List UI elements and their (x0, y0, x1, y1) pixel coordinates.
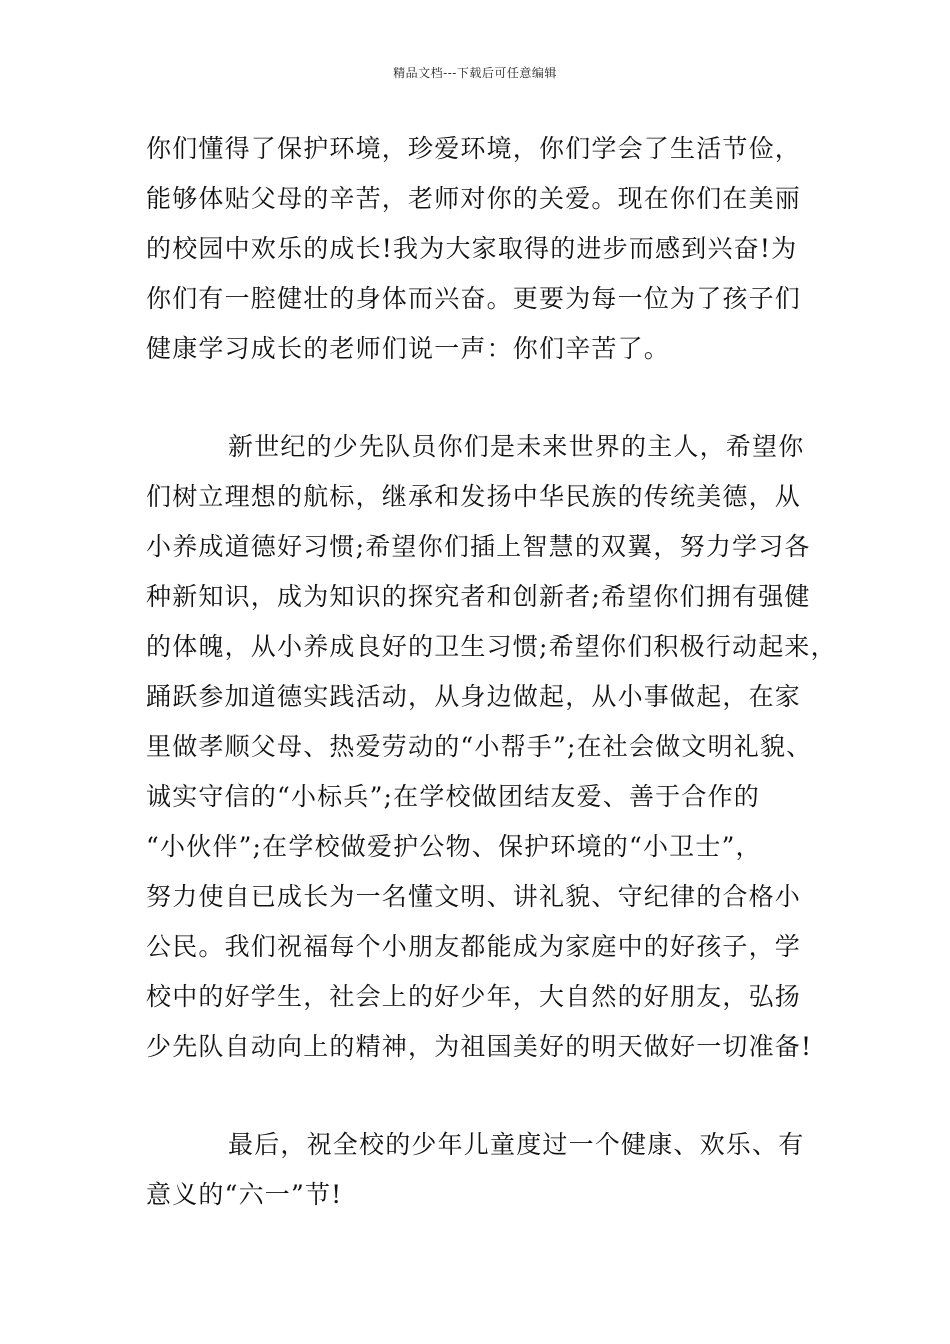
p3-line-1: 最后，祝全校的少年儿童度过一个健康、欢乐、有 (228, 1130, 805, 1159)
p2-line-1: 新世纪的少先队员你们是未来世界的主人，希望你 (228, 432, 805, 461)
p1-line-1: 你们懂得了保护环境，珍爱环境，你们学会了生活节俭， (146, 134, 802, 163)
p1-line-2: 能够体贴父母的辛苦，老师对你的关爱。现在你们在美丽 (146, 184, 802, 213)
p1-line-4: 你们有一腔健壮的身体而兴奋。更要为每一位为了孩子们 (146, 284, 802, 313)
p2-line-11: 公民。我们祝福每个小朋友都能成为家庭中的好孩子，学 (146, 932, 802, 961)
p2-line-3: 小养成道德好习惯;希望你们插上智慧的双翼，努力学习各 (146, 532, 811, 561)
p1-line-3: 的校园中欢乐的成长!我为大家取得的进步而感到兴奋!为 (146, 234, 798, 263)
page-header: 精品文档---下载后可任意编辑 (393, 66, 557, 80)
p2-line-8: 诚实守信的“小标兵”;在学校做团结友爱、善于合作的 (146, 782, 760, 811)
p2-line-12: 校中的好学生，社会上的好少年，大自然的好朋友，弘扬 (146, 982, 802, 1011)
p3-line-2: 意义的“六一”节! (146, 1180, 343, 1209)
p2-line-9: “小伙伴”;在学校做爱护公物、保护环境的“小卫士”， (146, 832, 762, 861)
p1-line-5: 健康学习成长的老师们说一声：你们辛苦了。 (146, 334, 671, 363)
p2-line-7: 里做孝顺父母、热爱劳动的“小帮手”;在社会做文明礼貌、 (146, 732, 813, 761)
p2-line-5: 的体魄，从小养成良好的卫生习惯;希望你们积极行动起来， (146, 632, 837, 661)
p2-line-6: 踊跃参加道德实践活动，从身边做起，从小事做起，在家 (146, 682, 802, 711)
p2-line-10: 努力使自已成长为一名懂文明、讲礼貌、守纪律的合格小 (146, 882, 802, 911)
p2-line-4: 种新知识，成为知识的探究者和创新者;希望你们拥有强健 (146, 582, 811, 611)
p2-line-13: 少先队自动向上的精神，为祖国美好的明天做好一切准备! (146, 1032, 813, 1061)
p2-line-2: 们树立理想的航标，继承和发扬中华民族的传统美德，从 (146, 482, 802, 511)
